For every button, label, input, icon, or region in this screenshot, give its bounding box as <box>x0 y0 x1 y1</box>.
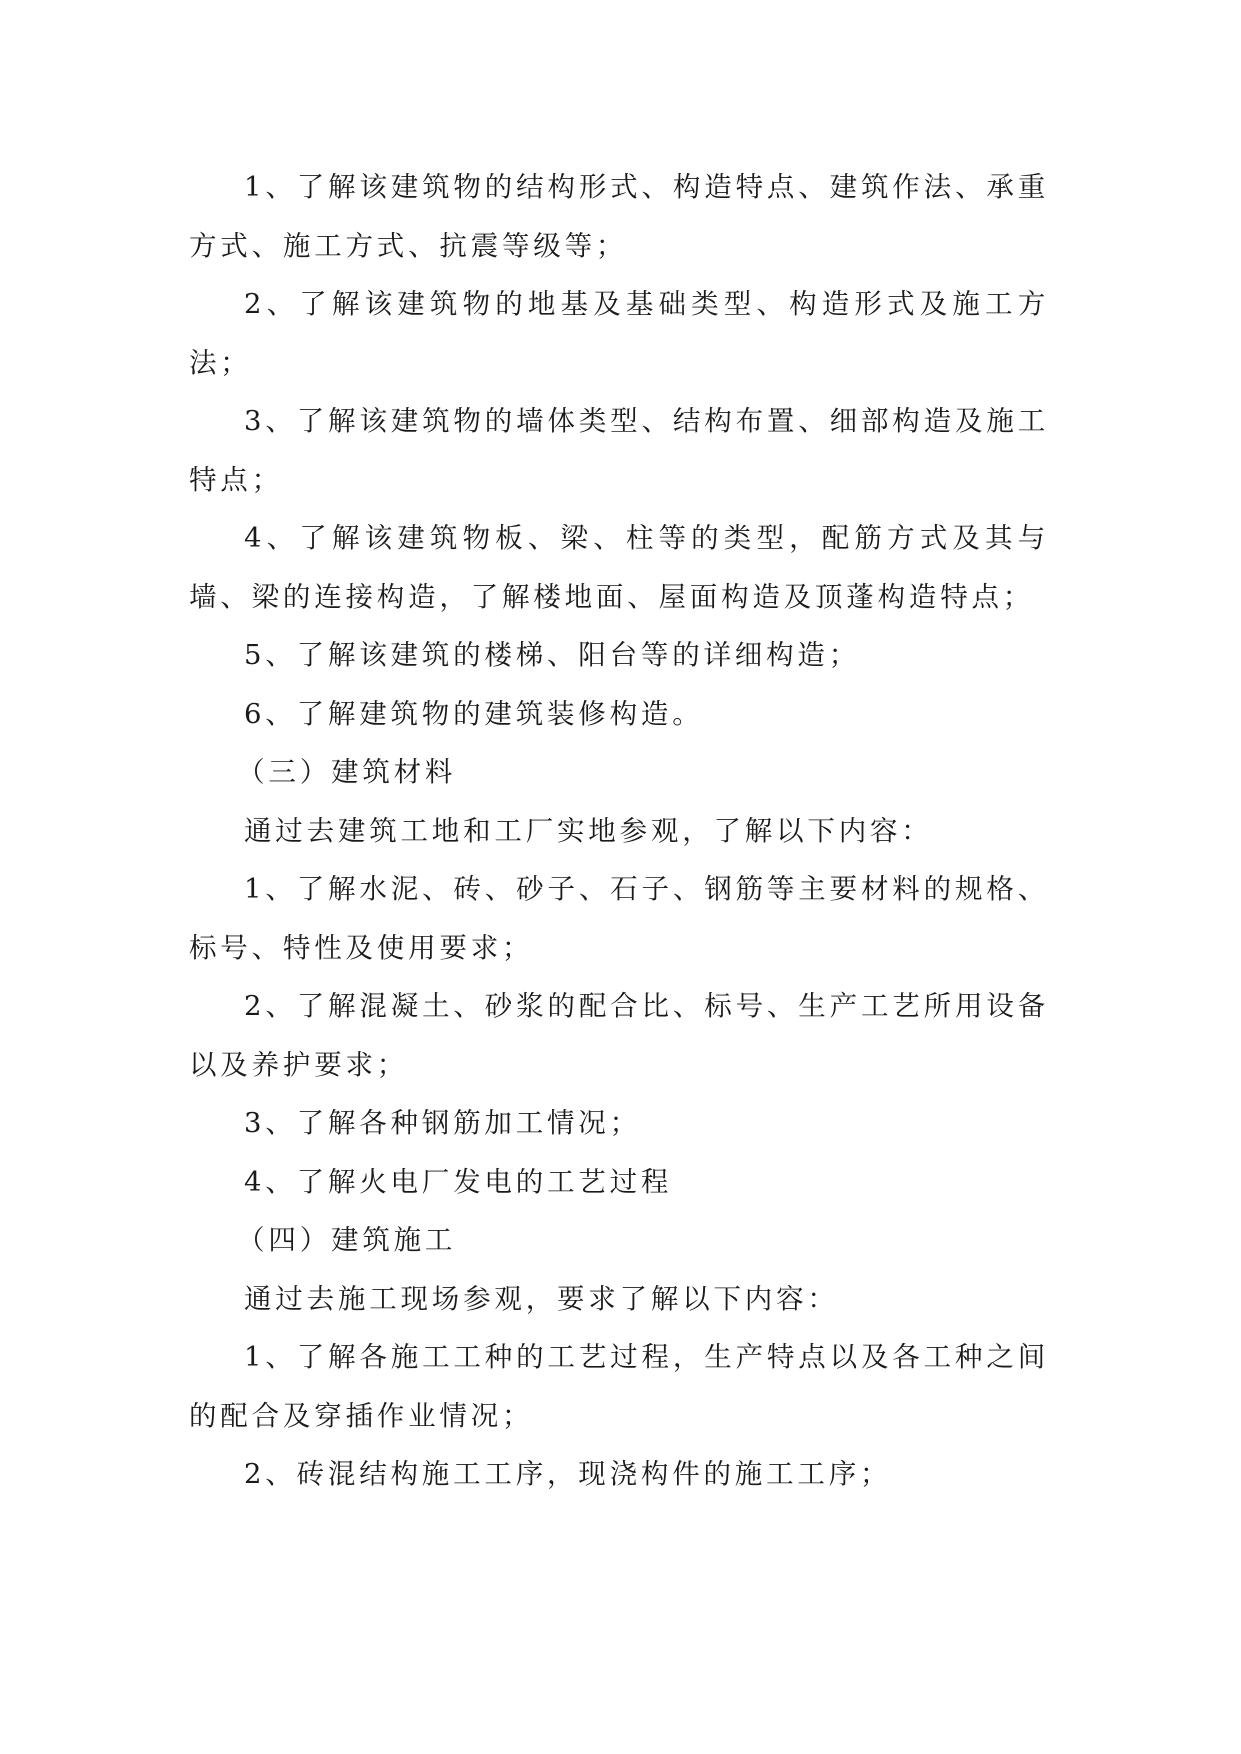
list-item-concrete-mortar: 2、了解混凝土、砂浆的配合比、标号、生产工艺所用设备以及养护要求； <box>189 990 1049 1081</box>
section-intro-materials: 通过去建筑工地和工厂实地参观，了解以下内容： <box>244 814 933 847</box>
list-item-rebar-processing: 3、了解各种钢筋加工情况； <box>244 1107 641 1139</box>
section-heading-materials: （三）建筑材料 <box>237 756 457 788</box>
list-item-stairs: 5、了解该建筑的楼梯、阳台等的详细构造； <box>244 639 860 671</box>
list-item-masonry-procedure: 2、砖混结构施工工序，现浇构件的施工工序； <box>244 1458 892 1490</box>
list-item-slabs-beams: 4、了解该建筑物板、梁、柱等的类型，配筋方式及其与墙、梁的连接构造，了解楼地面、屋面构造及顶蓬构造特点； <box>189 522 1049 613</box>
list-item-power-plant: 4、了解火电厂发电的工艺过程 <box>244 1165 673 1198</box>
list-item-main-materials: 1、了解水泥、砖、砂子、石子、钢筋等主要材料的规格、标号、特性及使用要求； <box>189 873 1049 964</box>
list-item-walls: 3、了解该建筑物的墙体类型、结构布置、细部构造及施工特点； <box>189 405 1049 496</box>
list-item-work-types: 1、了解各施工工种的工艺过程，生产特点以及各工种之间的配合及穿插作业情况； <box>189 1341 1049 1432</box>
section-heading-construction: （四）建筑施工 <box>237 1224 457 1256</box>
section-intro-construction: 通过去施工现场参观，要求了解以下内容： <box>244 1282 839 1315</box>
list-item-structure: 1、了解该建筑物的结构形式、构造特点、建筑作法、承重方式、施工方式、抗震等级等； <box>189 171 1049 262</box>
list-item-foundation: 2、了解该建筑物的地基及基础类型、构造形式及施工方法； <box>189 288 1049 379</box>
document-body <box>189 158 1049 1504</box>
list-item-decoration: 6、了解建筑物的建筑装修构造。 <box>244 697 704 730</box>
